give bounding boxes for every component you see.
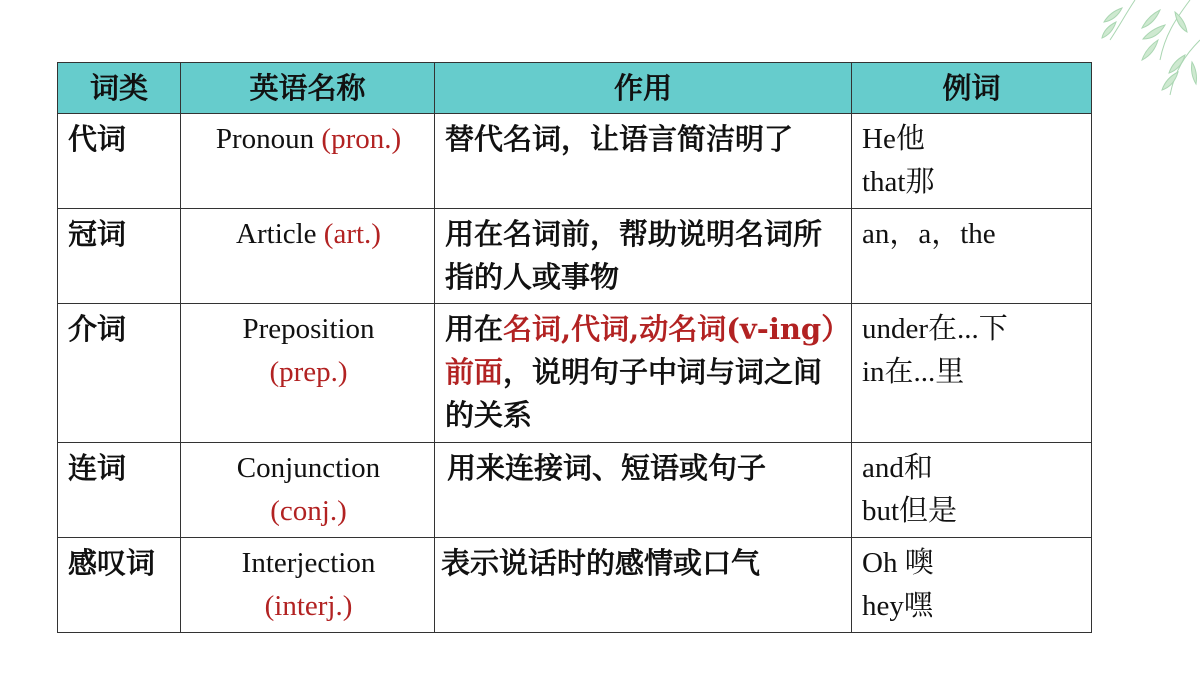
table-row — [58, 304, 1092, 443]
parts-of-speech-table — [57, 62, 1092, 633]
table-row — [58, 114, 1092, 209]
examples-cell — [852, 209, 1092, 304]
examples-cell — [852, 443, 1092, 538]
abbreviation: (interj.) — [264, 590, 353, 622]
english-name: Preposition — [242, 313, 375, 345]
abbreviation: (conj.) — [270, 495, 347, 527]
english-name: Article — [236, 218, 317, 250]
example-word: but但是 — [862, 495, 958, 527]
examples-cell — [852, 304, 1092, 443]
example-word: hey嘿 — [862, 590, 933, 622]
category-cell: 感叹词 — [58, 538, 181, 633]
english-name-cell — [181, 538, 435, 633]
header-examples: 例词 — [852, 63, 1092, 114]
table-row — [58, 538, 1092, 633]
examples-cell — [852, 538, 1092, 633]
english-name-cell — [181, 304, 435, 443]
header-english-name: 英语名称 — [181, 63, 435, 114]
usage-highlight: 名词,代词,动名词(v-ing）前面 — [445, 312, 836, 389]
english-name: Pronoun — [215, 123, 315, 155]
category-cell: 连词 — [58, 443, 181, 538]
usage-cell — [435, 304, 852, 443]
usage-cell: 表示说话时的感情或口气 — [435, 538, 852, 633]
example-word: under在...下 — [862, 313, 1008, 345]
english-name-cell — [181, 443, 435, 538]
usage-suffix: ，说明句子中词与词之间的关系 — [445, 355, 823, 432]
usage-cell: 用来连接词、短语或句子 — [435, 443, 852, 538]
category-cell: 介词 — [58, 304, 181, 443]
usage-cell: 用在名词前，帮助说明名词所指的人或事物 — [435, 209, 852, 304]
english-name: Conjunction — [236, 452, 381, 484]
table-row — [58, 209, 1092, 304]
abbreviation: (prep.) — [269, 356, 348, 388]
example-word: that那 — [862, 166, 935, 198]
header-category: 词类 — [58, 63, 181, 114]
example-word: Oh 噢 — [862, 547, 934, 579]
english-name: Interjection — [241, 547, 376, 579]
abbreviation: (pron.) — [321, 123, 402, 155]
usage-cell: 替代名词，让语言简洁明了 — [435, 114, 852, 209]
table-row — [58, 443, 1092, 538]
example-word: and和 — [862, 452, 933, 484]
examples-cell — [852, 114, 1092, 209]
example-word: in在...里 — [862, 356, 965, 388]
header-usage: 作用 — [435, 63, 852, 114]
category-cell: 冠词 — [58, 209, 181, 304]
abbreviation: (art.) — [323, 218, 381, 250]
example-word: an，a，the — [862, 218, 996, 250]
example-word: He他 — [862, 123, 925, 155]
usage-prefix: 用在 — [445, 312, 504, 346]
english-name-cell — [181, 209, 435, 304]
category-cell: 代词 — [58, 114, 181, 209]
english-name-cell — [181, 114, 435, 209]
table-header-row — [58, 63, 1092, 114]
